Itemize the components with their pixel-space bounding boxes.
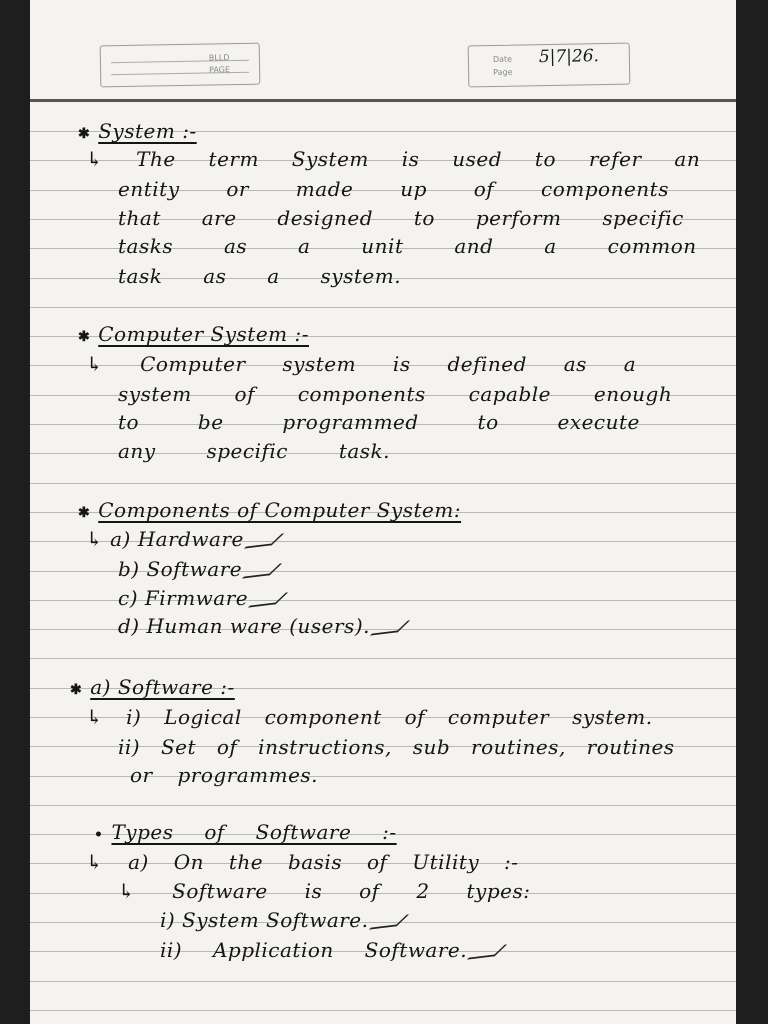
left-header-box	[100, 43, 261, 88]
ruled-line	[30, 483, 736, 484]
heading-types-of-software: • Types of Software :-	[94, 820, 397, 844]
component-hardware: ↳ a) Hardware	[86, 525, 276, 553]
software-line-3: or programmes.	[130, 763, 319, 787]
software-line-1: ↳ i) Logical component of computer system.	[86, 705, 653, 729]
ruled-line	[30, 981, 736, 982]
ruled-line	[30, 805, 736, 806]
check-icon	[370, 620, 410, 635]
date-label: Date	[492, 54, 513, 64]
heading-components: ✱ Components of Computer System:	[78, 498, 462, 522]
system-line-2: entity or made up of components	[118, 177, 669, 201]
heading-computer-system: ✱ Computer System :-	[78, 322, 309, 346]
ruled-line	[30, 658, 736, 659]
types-line-1: ↳ a) On the basis of Utility :-	[86, 850, 519, 874]
component-firmware: c) Firmware	[118, 584, 280, 612]
types-line-3: i) System Software.	[160, 906, 401, 934]
types-line-2: ↳ Software is of 2 types:	[118, 879, 531, 903]
system-line-4: tasks as a unit and a common	[118, 234, 697, 258]
left-box-line1: BLLD	[208, 53, 230, 63]
component-humanware: d) Human ware (users).	[118, 612, 402, 640]
notebook-page	[30, 0, 736, 1024]
top-margin-rule	[30, 99, 736, 102]
heading-system: ✱ System :-	[78, 119, 197, 143]
system-line-5: task as a system.	[118, 264, 402, 288]
types-line-4: ii) Application Software.	[160, 936, 499, 964]
ruled-line	[30, 307, 736, 308]
computer-system-line-1: ↳ Computer system is defined as a	[86, 352, 637, 376]
software-line-2: ii) Set of instructions, sub routines, routines	[118, 735, 675, 759]
computer-system-line-3: to be programmed to execute	[118, 410, 640, 434]
ruled-line	[30, 1010, 736, 1011]
date-value: 5|7|26.	[538, 46, 600, 68]
system-line-3: that are designed to perform specific	[118, 206, 684, 230]
computer-system-line-2: system of components capable enough	[118, 382, 673, 406]
heading-software: ✱ a) Software :-	[70, 675, 235, 699]
computer-system-line-4: any specific task.	[118, 439, 391, 463]
date-page-box	[468, 43, 631, 88]
left-box-line2: PAGE	[209, 65, 231, 75]
component-software: b) Software	[118, 555, 274, 583]
page-label: Page	[493, 67, 513, 77]
system-line-1: ↳ The term System is used to refer an	[86, 147, 701, 171]
